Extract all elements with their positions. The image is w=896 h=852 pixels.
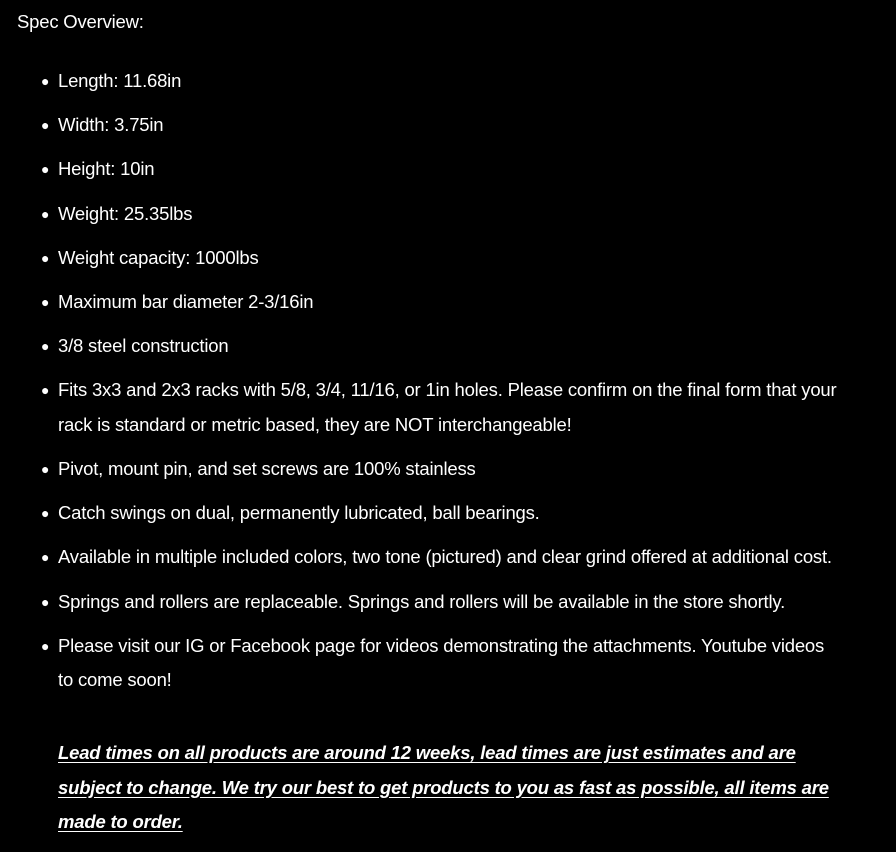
bullet-icon: ● <box>41 293 50 310</box>
spec-text: Height: 10in <box>58 158 155 180</box>
spec-text: Catch swings on dual, permanently lubricated, ball bearings. <box>58 502 540 524</box>
bullet-icon: ● <box>41 338 50 355</box>
bullet-icon: ● <box>41 249 50 266</box>
bullet-icon: ● <box>41 505 50 522</box>
bullet-icon: ● <box>41 593 50 610</box>
spec-text: Maximum bar diameter 2-3/16in <box>58 290 314 312</box>
spec-text: 3/8 steel construction <box>58 335 229 357</box>
bullet-icon: ● <box>41 382 50 399</box>
spec-text: Pivot, mount pin, and set screws are 100% stainless <box>58 458 476 480</box>
bullet-icon: ● <box>41 461 50 478</box>
spec-item-construction <box>0 329 880 364</box>
spec-item-length <box>0 64 880 99</box>
spec-item-weight-capacity <box>0 241 880 276</box>
spec-text: Weight: 25.35lbs <box>58 202 193 224</box>
spec-item-videos <box>0 629 880 698</box>
spec-overview-heading: Spec Overview: <box>17 11 144 32</box>
spec-text: Weight capacity: 1000lbs <box>58 246 259 268</box>
lead-time-note: Lead times on all products are around 12 weeks, lead times are just estimates and are subject to change. We try our best to get products to you as fast as possible, all items are made to order. <box>58 742 829 832</box>
bullet-icon: ● <box>41 73 50 89</box>
spec-text: Length: 11.68in <box>58 70 182 91</box>
spec-text: Please visit our IG or Facebook page for videos demonstrating the attachments. Youtube videos to come soon! <box>58 634 825 691</box>
bullet-icon: ● <box>41 637 50 654</box>
spec-item-stainless <box>0 452 880 487</box>
spec-item-colors <box>0 540 880 575</box>
spec-text: Width: 3.75in <box>58 114 164 136</box>
spec-text: Available in multiple included colors, two tone (pictured) and clear grind offered at additional cost. <box>58 546 832 568</box>
bullet-icon: ● <box>41 205 50 222</box>
spec-text: Springs and rollers are replaceable. Springs and rollers will be available in the store shortly. <box>58 590 786 612</box>
spec-item-width <box>0 108 880 143</box>
spec-item-weight <box>0 197 880 232</box>
spec-item-rack-fit <box>0 373 880 442</box>
spec-list <box>0 64 880 708</box>
spec-text: Fits 3x3 and 2x3 racks with 5/8, 3/4, 11/16, or 1in holes. Please confirm on the final form that your rack is standard or metric based, they are NOT interchangeable! <box>58 379 837 435</box>
bullet-icon: ● <box>41 549 50 566</box>
bullet-icon: ● <box>41 117 50 134</box>
spec-item-bar-diameter <box>0 285 880 320</box>
spec-item-bearings <box>0 496 880 531</box>
bullet-icon: ● <box>41 161 50 178</box>
spec-item-replaceable-parts <box>0 585 880 620</box>
spec-item-height <box>0 152 880 187</box>
